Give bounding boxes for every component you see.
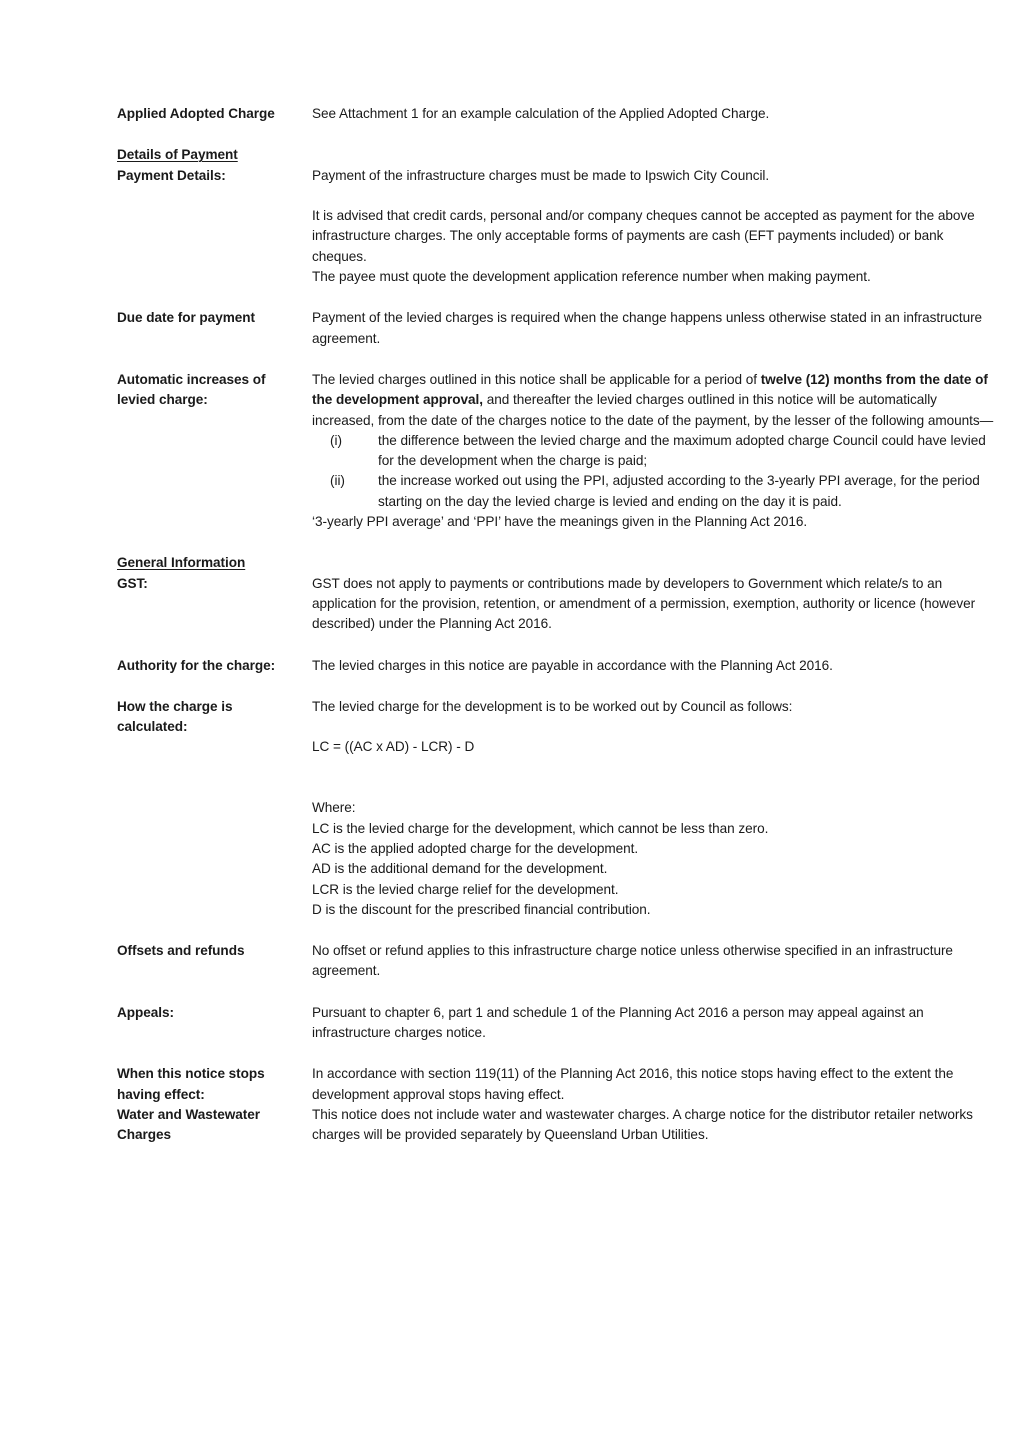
spacer (312, 186, 997, 206)
paragraph: Payment of the levied charges is required when the change happens unless otherwise stated in an infrastructure agreement. (312, 310, 983, 346)
list-item (312, 471, 997, 512)
list-item-marker: (ii) (330, 473, 345, 489)
section-label-applied-adopted-charge: Applied Adopted Charge (117, 106, 275, 121)
paragraph: See Attachment 1 for an example calculation of the Applied Adopted Charge. (312, 106, 770, 121)
heading-details-of-payment-row (117, 145, 997, 165)
spacer (117, 676, 997, 697)
paragraph: In accordance with section 119(11) of the Planning Act 2016, this notice stops having effect to the extent the development approval stops having effect. (312, 1066, 954, 1102)
section-label-appeals: Appeals: (117, 1004, 175, 1020)
definition-line-ad: AD is the additional demand for the development. (312, 861, 608, 877)
spacer (117, 635, 997, 656)
section-heading-details-of-payment: Details of Payment (117, 147, 238, 163)
label-line-1: When this notice stops (117, 1066, 265, 1082)
definition-line-d: D is the discount for the prescribed financial contribution. (312, 901, 651, 917)
section-content-applied-adopted-charge (312, 104, 997, 124)
where-label: Where: (312, 800, 356, 816)
paragraph-calculation-intro: The levied charge for the development is to be worked out by Council as follows: (312, 698, 793, 714)
section-appeals (117, 1003, 997, 1044)
spacer (117, 124, 997, 145)
section-content-payment-details (312, 166, 997, 288)
section-label-automatic-increases (117, 370, 312, 411)
label-line-2: having effect: (117, 1086, 205, 1102)
list-item-text: the difference between the levied charge and the maximum adopted charge Council could have levied for the development when the charge is paid; (378, 432, 986, 469)
section-label-water-and-wastewater-charges (117, 1105, 312, 1146)
spacer (312, 778, 997, 798)
section-label-due-date-for-payment: Due date for payment (117, 310, 255, 326)
section-content-authority-for-the-charge (312, 656, 997, 676)
paragraph: It is advised that credit cards, personal and/or company cheques cannot be accepted as payment for the above infrastructure charges. The only acceptable forms of payments are cash (EFT payments included) or bank cheques. (312, 208, 975, 264)
section-applied-adopted-charge (117, 104, 997, 124)
label-line-2: Charges (117, 1127, 172, 1143)
section-automatic-increases (117, 370, 997, 532)
spacer (312, 758, 997, 778)
list-item-marker: (i) (330, 432, 342, 448)
section-label-payment-details: Payment Details: (117, 167, 226, 183)
section-due-date-for-payment (117, 308, 997, 349)
intro-text-part-1: The levied charges outlined in this notice shall be applicable for a period of (312, 371, 761, 387)
section-gst (117, 574, 997, 635)
section-label-how-the-charge-is-calculated (117, 697, 312, 738)
section-when-notice-stops-having-effect (117, 1064, 997, 1105)
section-heading-general-information: General Information (117, 555, 246, 571)
formula-definitions-block (312, 798, 997, 920)
section-content-how-the-charge-is-calculated (312, 697, 997, 920)
section-content-gst (312, 574, 997, 635)
section-content-due-date-for-payment (312, 308, 997, 349)
paragraph: This notice does not include water and wastewater charges. A charge notice for the distributor retailer networks charges will be provided separately by Queensland Urban Utilities. (312, 1106, 973, 1143)
spacer (117, 532, 997, 553)
paragraph: GST does not apply to payments or contributions made by developers to Government which relate/s to an application for the provision, retention, or amendment of a permission, exemption, authority or licence (however described) under the Planning Act 2016. (312, 575, 976, 632)
section-content-offsets-and-refunds (312, 941, 997, 982)
spacer (117, 349, 997, 370)
paragraph-automatic-increases-intro (312, 370, 997, 431)
paragraph: The payee must quote the development application reference number when making payment. (312, 269, 871, 285)
intro-text-part-2: and thereafter the levied charges outlined in this notice will be automatically increased, from the date of the charges notice to the date of the payment, by the lesser of the following amounts— (312, 392, 994, 428)
spacer (117, 982, 997, 1003)
list-item (312, 431, 997, 472)
section-label-offsets-and-refunds: Offsets and refunds (117, 943, 245, 959)
label-line-2: levied charge: (117, 392, 208, 408)
section-offsets-and-refunds (117, 941, 997, 982)
definition-line-lc: LC is the levied charge for the development, which cannot be less than zero. (312, 820, 769, 836)
section-label-when-notice-stops-having-effect (117, 1064, 312, 1105)
section-label-authority-for-the-charge: Authority for the charge: (117, 657, 276, 673)
spacer (312, 717, 997, 737)
section-water-and-wastewater-charges (117, 1105, 997, 1146)
label-line-2: calculated: (117, 719, 188, 735)
section-content-water-and-wastewater-charges (312, 1105, 997, 1146)
paragraph: Pursuant to chapter 6, part 1 and schedule 1 of the Planning Act 2016 a person may appeal against an infrastructure charges notice. (312, 1004, 924, 1040)
label-line-1: How the charge is (117, 698, 233, 714)
document-body (117, 104, 997, 1145)
definition-line-ac: AC is the applied adopted charge for the development. (312, 840, 639, 856)
paragraph: Payment of the infrastructure charges must be made to Ipswich City Council. (312, 167, 770, 183)
section-payment-details (117, 166, 997, 288)
section-content-appeals (312, 1003, 997, 1044)
intro-bold-emphasis: twelve (12) months from the date of the development approval, (312, 371, 988, 408)
section-label-gst: GST: (117, 575, 148, 591)
list-item-text: the increase worked out using the PPI, adjusted according to the 3-yearly PPI average, for the period starting on the day the levied charge is levied and ending on the day it is paid. (378, 473, 980, 509)
paragraph: The levied charges in this notice are payable in accordance with the Planning Act 2016. (312, 657, 833, 673)
spacer (117, 287, 997, 308)
roman-numeral-list (312, 431, 997, 512)
section-authority-for-the-charge (117, 656, 997, 676)
definition-line-lcr: LCR is the levied charge relief for the development. (312, 881, 619, 897)
label-line-1: Automatic increases of (117, 371, 266, 387)
heading-general-information-row (117, 553, 997, 573)
spacer (117, 920, 997, 941)
section-content-automatic-increases (312, 370, 997, 532)
paragraph: No offset or refund applies to this infrastructure charge notice unless otherwise specified in an infrastructure agreement. (312, 943, 953, 979)
section-how-the-charge-is-calculated (117, 697, 997, 920)
label-line-1: Water and Wastewater (117, 1106, 261, 1122)
formula-levied-charge: LC = ((AC x AD) - LCR) - D (312, 739, 475, 755)
spacer (117, 1043, 997, 1064)
paragraph-ppi-definitions: ‘3-yearly PPI average’ and ‘PPI’ have the meanings given in the Planning Act 2016. (312, 514, 808, 530)
section-content-when-notice-stops-having-effect (312, 1064, 997, 1105)
